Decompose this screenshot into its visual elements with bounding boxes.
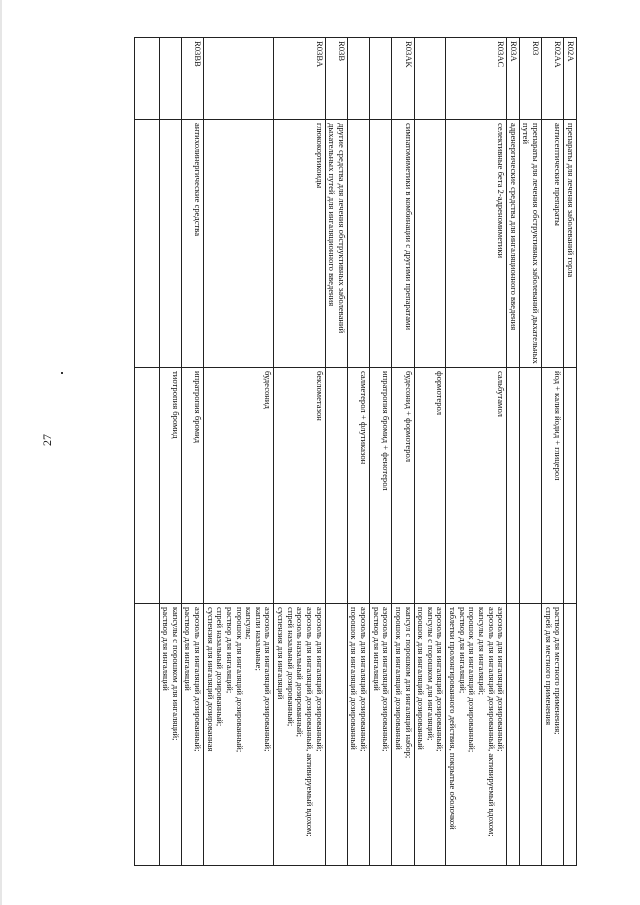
dosage-form-line: аэрозоль для ингаляций дозированный; (314, 607, 325, 752)
drug-name-cell: сальбутамол (446, 368, 507, 604)
atc-drug-table (134, 37, 577, 866)
atc-code-cell: R03AK (392, 38, 414, 120)
dosage-form-line: спрей назальный дозированный; (285, 607, 296, 727)
table-row (392, 38, 414, 866)
drug-name-cell (564, 368, 577, 604)
dosage-form-line: раствор для ингаляций; (457, 607, 468, 694)
dosage-form-line: спрей назальный дозированный; (215, 607, 226, 727)
drug-name-cell: салметерол + флутиказон (347, 368, 369, 604)
dosage-form-line: аэрозоль для ингаляций дозированный; (496, 607, 507, 752)
dosage-forms-cell (274, 604, 325, 866)
table-row (507, 38, 520, 866)
empty-cell (134, 604, 159, 866)
table-row (159, 38, 181, 866)
atc-group-cell (159, 120, 181, 368)
table-row (519, 38, 541, 866)
dosage-forms-cell (414, 604, 446, 866)
atc-group-cell: симпатомиметики в комбинации с другими препаратами (392, 120, 414, 368)
atc-group-cell (414, 120, 446, 368)
dosage-form-line: раствор для ингаляций (371, 607, 382, 691)
atc-code-cell: R03A (507, 38, 520, 120)
drug-name-cell (519, 368, 541, 604)
dosage-forms-cell (325, 604, 347, 866)
drug-name-cell: ипратропия бромид (181, 368, 203, 604)
dosage-form-line: капли назальные; (253, 607, 264, 671)
dosage-form-line: порошок для ингаляций дозированный (349, 607, 360, 750)
atc-code-cell (204, 38, 274, 120)
dosage-form-line: аэрозоль для ингаляций дозированный, активируемый вдохом; (486, 607, 497, 837)
drug-name-cell: формотерол (414, 368, 446, 604)
empty-cell (134, 120, 159, 368)
atc-group-cell: другие средства для лечения обструктивных заболеваний дыхательных путей для ингаляционного введения (325, 120, 347, 368)
atc-group-cell: селективные бета 2-адреномиметики (446, 120, 507, 368)
dosage-form-line: раствор для ингаляций; (225, 607, 235, 694)
dosage-form-line: аэрозоль для ингаляций дозированный, активируемый вдохом; (305, 607, 315, 837)
drug-name-cell: тиотропия бромид (159, 368, 181, 604)
scan-edge (0, 0, 2, 905)
table-row (370, 38, 392, 866)
atc-code-cell: R02AA (542, 38, 564, 120)
table-row-empty (134, 38, 159, 866)
rotated-table-wrapper (69, 37, 577, 865)
atc-group-cell (347, 120, 369, 368)
table-row (542, 38, 564, 866)
dosage-form-line: раствор для местного применения; (553, 607, 564, 735)
dosage-forms-cell (347, 604, 369, 866)
dosage-forms-cell (181, 604, 203, 866)
atc-group-cell: антихолинергические средства (181, 120, 203, 368)
page-number: 27 (40, 434, 54, 446)
atc-group-cell: антисептические препараты (542, 120, 564, 368)
drug-name-cell: будесонид (204, 368, 274, 604)
dosage-forms-cell (159, 604, 181, 866)
atc-group-cell (370, 120, 392, 368)
atc-code-cell: R03BB (181, 38, 203, 120)
atc-group-cell (204, 120, 274, 368)
drug-name-cell: будесонид + формотерол (392, 368, 414, 604)
dosage-form-line: раствор для ингаляций (183, 607, 194, 691)
atc-code-cell: R02A (564, 38, 577, 120)
atc-code-cell: R03AC (446, 38, 507, 120)
dosage-forms-cell (519, 604, 541, 866)
dosage-forms-cell (370, 604, 392, 866)
empty-cell (134, 38, 159, 120)
atc-code-cell: R03 (519, 38, 541, 120)
dosage-form-line: аэрозоль для ингаляций дозированный; (193, 607, 204, 752)
dosage-form-line: порошок для ингаляций дозированный (416, 607, 427, 750)
dosage-form-line: порошок для ингаляций дозированный (394, 607, 404, 750)
atc-code-cell (347, 38, 369, 120)
dosage-form-line: капсулы с порошком для ингаляций; (170, 607, 181, 741)
table-row (347, 38, 369, 866)
table-row (564, 38, 577, 866)
dosage-form-line: аэрозоль для ингаляций дозированный; (435, 607, 446, 752)
dosage-form-line: порошок для ингаляций дозированный; (467, 607, 478, 753)
dosage-form-line: спрей для местного применения (543, 607, 554, 726)
table-row (414, 38, 446, 866)
dosage-form-line: суспензия для ингаляций дозированная (205, 607, 216, 752)
atc-code-cell (159, 38, 181, 120)
dosage-form-line: капсулы с порошком для ингаляций; (425, 607, 436, 741)
table-row (181, 38, 203, 866)
drug-name-cell (507, 368, 520, 604)
dosage-forms-cell (392, 604, 414, 866)
empty-cell (134, 368, 159, 604)
table-row (274, 38, 325, 866)
atc-group-cell: глюкокортикоиды (274, 120, 325, 368)
table-row (446, 38, 507, 866)
drug-name-cell (325, 368, 347, 604)
atc-group-cell: адренергические средства для ингаляционного введения (507, 120, 520, 368)
atc-code-cell: R03B (325, 38, 347, 120)
table-row (325, 38, 347, 866)
dosage-form-line: аэрозоль для ингаляций дозированный; (263, 607, 274, 752)
dosage-form-line: суспензия для ингаляций (276, 607, 287, 700)
dosage-form-line: аэрозоль для ингаляций дозированный; (381, 607, 392, 752)
atc-table-body (134, 38, 576, 866)
dosage-forms-cell (204, 604, 274, 866)
dosage-form-line: раствор для ингаляций (161, 607, 172, 691)
drug-name-cell: ипратропия бромид + фенотерол (370, 368, 392, 604)
dosage-forms-cell (564, 604, 577, 866)
drug-name-cell: йод + калия йодид + глицерол (542, 368, 564, 604)
dosage-form-line: порошок для ингаляций дозированный; (234, 607, 245, 753)
dosage-form-line: капсулы для ингаляций; (477, 607, 487, 695)
dosage-forms-cell (542, 604, 564, 866)
dosage-forms-cell (446, 604, 507, 866)
dosage-form-line: аэрозоль назальный дозированный; (295, 607, 306, 737)
dosage-form-line: аэрозоль для ингаляций дозированный; (359, 607, 370, 752)
dosage-form-line: капсулы; (244, 607, 255, 640)
dosage-forms-cell (507, 604, 520, 866)
atc-code-cell: R03BA (274, 38, 325, 120)
drug-name-cell: беклометазон (274, 368, 325, 604)
atc-code-cell (414, 38, 446, 120)
atc-group-cell: препараты для лечения обструктивных заболеваний дыхательных путей (519, 120, 541, 368)
scan-speck (61, 372, 63, 374)
dosage-form-line: капсул с порошком для ингаляций набор; (403, 607, 414, 759)
atc-group-cell: препараты для лечения заболеваний горла (564, 120, 577, 368)
atc-code-cell (370, 38, 392, 120)
dosage-form-line: таблетки пролонгированного действия, покрытые оболочкой (448, 607, 459, 830)
table-row (204, 38, 274, 866)
